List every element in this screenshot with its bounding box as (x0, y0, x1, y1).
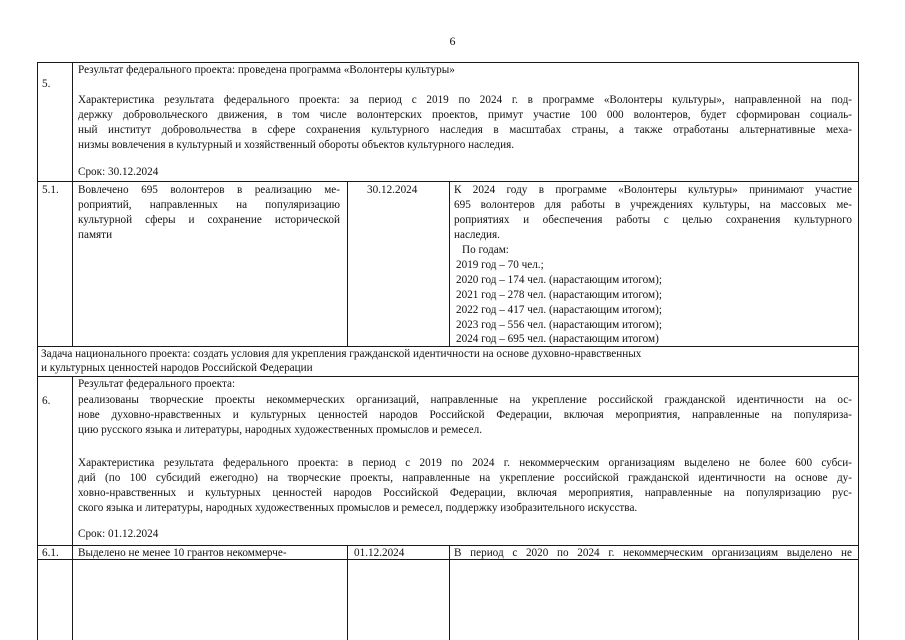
result-characteristic-line: дий (по 100 субсидий ежегодно) на творческие проекты, направленные на укрепление российской гражданской идентичности на основе ду- (78, 472, 852, 484)
result-characteristic-line: Характеристика результата федерального проекта: в период с 2019 по 2024 г. некоммерческим организациям выделено не более 600 субси- (78, 457, 852, 469)
indicator-detail-line: 2023 год – 556 чел. (нарастающим итогом); (456, 319, 662, 331)
indicator-description-line: Выделено не менее 10 грантов некоммерче- (78, 547, 287, 559)
national-project-task-line: Задача национального проекта: создать условия для укрепления гражданской идентичности на основе духовно-нравственных (41, 348, 642, 360)
indicator-detail-line: наследия. (454, 229, 500, 241)
indicator-detail-line: К 2024 году в программе «Волонтеры культуры» принимают участие (454, 184, 852, 196)
desc-column-divider (347, 545, 348, 640)
row-divider (37, 181, 859, 182)
result-characteristic-line: низмы вовлечения в культурный и хозяйственный обороты объектов культурного наследия. (78, 139, 515, 151)
table-border-left (37, 62, 38, 640)
result-deadline: Срок: 01.12.2024 (78, 528, 159, 540)
indicator-detail-line: роприятиях и обеспечения работы с целью сохранения культурного (454, 214, 852, 226)
indicator-date: 01.12.2024 (354, 547, 405, 559)
result-characteristic-line: ный институт добровольчества в сфере сохранения культурного наследия в масштабах страны, а также отработаны альтернативные меха- (78, 124, 852, 136)
national-project-task-line: и культурных ценностей народов Российской Федерации (41, 362, 313, 374)
num-column-divider (72, 376, 73, 640)
result-title-line: Результат федерального проекта: (78, 378, 236, 390)
num-column-divider (72, 62, 73, 346)
indicator-detail-line: По годам: (462, 244, 509, 256)
indicator-detail-line: 2024 год – 695 чел. (нарастающим итогом) (456, 333, 659, 345)
result-characteristic-line: ского языка и литературы, народных художественных промыслов и ремесел, поддержку изобразительного искусства. (78, 502, 638, 514)
indicator-detail-line: В период с 2020 по 2024 г. некоммерческим организациям выделено не (454, 547, 852, 559)
indicator-detail-line: 2020 год – 174 чел. (нарастающим итогом); (456, 274, 662, 286)
row-number: 5.1. (42, 184, 59, 196)
result-title-line: реализованы творческие проекты некоммерческих организаций, направленные на укрепление российской гражданской идентичности на ос- (78, 394, 852, 406)
indicator-description-line: Вовлечено 695 волонтеров в реализацию ме- (78, 184, 340, 196)
result-characteristic-line: Характеристика результата федерального проекта: за период с 2019 по 2024 г. в программе «Волонтеры культуры», направленной на под- (78, 94, 852, 106)
row-number: 6.1. (42, 547, 59, 559)
indicator-detail-line: 2021 год – 278 чел. (нарастающим итогом); (456, 289, 662, 301)
indicator-detail-line: 2022 год – 417 чел. (нарастающим итогом); (456, 304, 662, 316)
result-title-line: нове духовно-нравственных и культурных ценностей народов Российской Федерации, включая мероприятия, направленные на популяриза- (78, 409, 852, 421)
page-number: 6 (449, 34, 456, 48)
indicator-description-line: культурной сферы и сохранение исторической (78, 214, 340, 226)
indicator-description-line: памяти (78, 229, 113, 241)
indicator-detail-line: 695 волонтеров для работы в учреждениях культуры, на массовых ме- (454, 199, 852, 211)
date-column-divider (449, 181, 450, 346)
table-border-right (858, 62, 859, 640)
results-table (37, 62, 859, 640)
result-characteristic-line: ховно-нравственных и культурных ценностей народов Российской Федерации, включая мероприятия, направленные на популяризацию рус- (78, 487, 852, 499)
indicator-detail-line: 2019 год – 70 чел.; (456, 259, 544, 271)
result-deadline: Срок: 30.12.2024 (78, 166, 159, 178)
row-number: 6. (42, 395, 51, 407)
indicator-date: 30.12.2024 (367, 184, 418, 196)
desc-column-divider (347, 181, 348, 346)
result-title-line: цию русского языка и литературы, народных художественных промыслов и ремесел. (78, 424, 482, 436)
row-number: 5. (42, 78, 51, 90)
date-column-divider (449, 545, 450, 640)
indicator-description-line: роприятий, направленных на популяризацию (78, 199, 340, 211)
result-title: Результат федерального проекта: проведена программа «Волонтеры культуры» (78, 64, 455, 76)
result-characteristic-line: держку добровольческого движения, в том числе волонтерских проектов, примут участие 100 000 волонтеров, будет сформирован социаль- (78, 109, 852, 121)
